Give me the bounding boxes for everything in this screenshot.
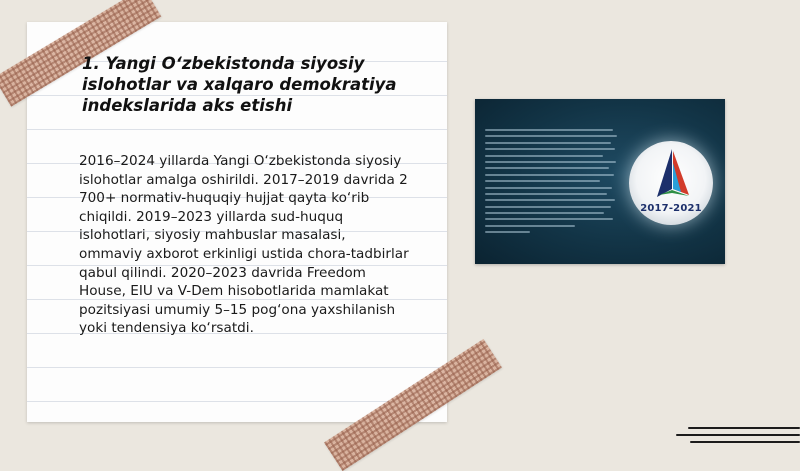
slide-body-text: 2016–2024 yillarda Yangi O‘zbekistonda siyosiy islohotlar amalga oshirildi. 2017–2019 davrida 2 700+ normativ-huquqiy hujjat qayta ko‘rib chiqildi. 2019–2023 yillarda sud-huquq islohotlari, siyosiy mahbuslar masalasi, ommaviy axborot erkinligi ustida chora-tadbirlar qabul qilindi. 2020–2023 davrida Freedom House, EIU va V-Dem hisobotlarida mamlakat pozitsiyasi umumiy 5–15 pog‘ona yaxshilanish yoki tendensiya ko‘rsatdi. xyxy=(79,153,409,337)
development-strategy-logo-icon xyxy=(629,141,713,225)
photo-blurred-text xyxy=(485,129,617,238)
decorative-line-3 xyxy=(690,441,800,443)
logo-year: 2017-2021 xyxy=(640,203,702,214)
decorative-line-1 xyxy=(688,427,800,429)
slide-title: 1. Yangi O‘zbekistonda siyosiy islohotlar va xalqaro demokratiya indekslarida aks etishi xyxy=(82,54,397,115)
strategy-photo xyxy=(475,99,725,264)
decorative-line-2 xyxy=(676,434,800,436)
sail-icon xyxy=(647,149,695,201)
